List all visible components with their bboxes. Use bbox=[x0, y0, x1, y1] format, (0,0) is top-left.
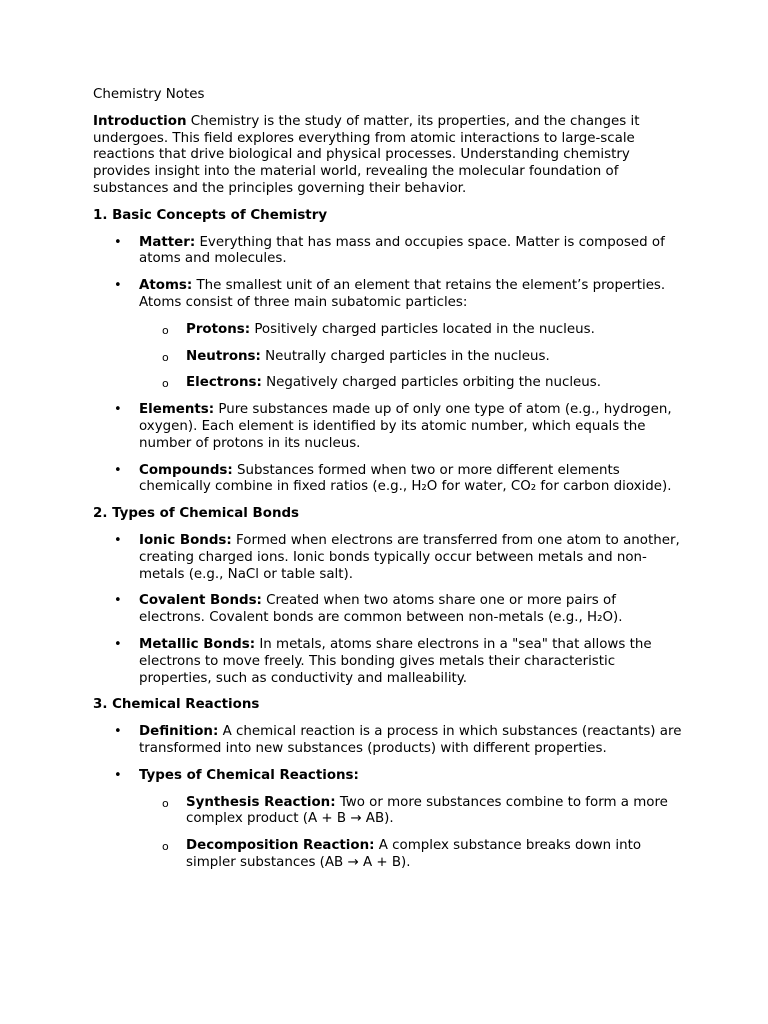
list-item-term: Compounds: bbox=[139, 462, 233, 478]
bullet-icon: • bbox=[114, 636, 122, 652]
bullet-icon: • bbox=[114, 234, 122, 250]
sub-list-item bbox=[139, 349, 683, 366]
bullet-icon: • bbox=[114, 724, 122, 740]
list-item-text: The smallest unit of an element that retains the element’s properties. Atoms consist of three main subatomic particles: bbox=[139, 278, 666, 310]
list-item-text: Pure substances made up of only one type of atom (e.g., hydrogen, oxygen). Each element is identified by its atomic number, which equals the number of protons in its nucleus. bbox=[139, 402, 672, 451]
list-item-text: Formed when electrons are transferred from one atom to another, creating charged ions. Ionic bonds typically occur between metals and non-metals (e.g., NaCl or table salt). bbox=[139, 532, 680, 582]
bullet-icon: • bbox=[114, 532, 122, 548]
list-item-text: Created when two atoms share one or more pairs of electrons. Covalent bonds are common between non-metals (e.g., H₂O). bbox=[139, 593, 623, 626]
sub-list-item-term: Electrons: bbox=[186, 375, 262, 391]
section-heading: 1. Basic Concepts of Chemistry bbox=[93, 207, 328, 223]
list-item bbox=[93, 637, 683, 687]
intro-text: Chemistry is the study of matter, its properties, and the changes it undergoes. This field explores everything from atomic interactions to large-scale reactions that drive biological and physical processes. Understanding chemistry provides insight into the material world, revealing the molecular foundation of substances and the principles governing their behavior. bbox=[93, 113, 640, 196]
list-item-term: Matter: bbox=[139, 234, 196, 250]
bullet-icon: • bbox=[114, 402, 122, 418]
sub-list-item-term: Protons: bbox=[186, 321, 251, 337]
circle-bullet-icon: o bbox=[162, 350, 169, 364]
circle-bullet-icon: o bbox=[162, 377, 169, 391]
intro-paragraph bbox=[93, 114, 683, 198]
bullet-icon: • bbox=[114, 278, 122, 294]
bullet-icon: • bbox=[114, 593, 122, 609]
circle-bullet-icon: o bbox=[162, 323, 169, 337]
list-item bbox=[93, 402, 683, 452]
list-item-text: Everything that has mass and occupies space. Matter is composed of atoms and molecules. bbox=[139, 234, 665, 267]
bullet-list bbox=[93, 235, 683, 497]
list-item bbox=[93, 533, 683, 583]
intro-label: Introduction bbox=[93, 113, 187, 129]
sub-list-item-text: Neutrally charged particles in the nucleus. bbox=[260, 348, 550, 364]
sub-bullet-list bbox=[139, 795, 683, 872]
list-item bbox=[93, 724, 683, 758]
bullet-icon: • bbox=[114, 462, 122, 478]
list-item-term: Types of Chemical Reactions: bbox=[139, 767, 359, 783]
list-item bbox=[93, 593, 683, 627]
sub-list-item-term: Decomposition Reaction: bbox=[186, 838, 375, 854]
list-item-term: Atoms: bbox=[139, 278, 193, 294]
bullet-icon: • bbox=[114, 767, 122, 783]
circle-bullet-icon: o bbox=[162, 840, 169, 854]
list-item bbox=[93, 278, 683, 392]
list-item-term: Elements: bbox=[139, 402, 215, 418]
sub-list-item-text: Positively charged particles located in the nucleus. bbox=[250, 321, 595, 337]
list-item bbox=[93, 463, 683, 497]
document-page bbox=[93, 87, 683, 882]
sub-list-item-text: A complex substance breaks down into simpler substances (AB → A + B). bbox=[186, 838, 642, 870]
sub-list-item bbox=[139, 838, 683, 872]
sub-list-item bbox=[139, 322, 683, 339]
list-item-term: Covalent Bonds: bbox=[139, 593, 262, 609]
sub-list-item bbox=[139, 795, 683, 829]
sections-container bbox=[93, 208, 683, 872]
sub-list-item-text: Two or more substances combine to form a more complex product (A + B → AB). bbox=[186, 794, 668, 827]
section-heading: 2. Types of Chemical Bonds bbox=[93, 506, 300, 522]
list-item-text: In metals, atoms share electrons in a "sea" that allows the electrons to move freely. This bonding gives metals their characteristic properties, such as conductivity and malleability. bbox=[139, 636, 652, 686]
list-item-text: Substances formed when two or more different elements chemically combine in fixed ratios (e.g., H₂O for water, CO₂ for carbon dioxide). bbox=[139, 462, 672, 495]
list-item-term: Metallic Bonds: bbox=[139, 636, 256, 652]
sub-list-item-term: Synthesis Reaction: bbox=[186, 794, 336, 810]
sub-bullet-list bbox=[139, 322, 683, 392]
list-item-text: A chemical reaction is a process in which substances (reactants) are transformed into new substances (products) with different properties. bbox=[139, 724, 682, 756]
list-item bbox=[93, 768, 683, 872]
bullet-list bbox=[93, 533, 683, 687]
list-item-term: Definition: bbox=[139, 724, 219, 740]
sub-list-item bbox=[139, 375, 683, 392]
section-heading: 3. Chemical Reactions bbox=[93, 697, 260, 713]
sub-list-item-text: Negatively charged particles orbiting the nucleus. bbox=[261, 375, 602, 391]
list-item-term: Ionic Bonds: bbox=[139, 532, 232, 548]
circle-bullet-icon: o bbox=[162, 796, 169, 810]
bullet-list bbox=[93, 724, 683, 872]
document-title: Chemistry Notes bbox=[93, 87, 205, 102]
sub-list-item-term: Neutrons: bbox=[186, 348, 261, 364]
list-item bbox=[93, 235, 683, 269]
